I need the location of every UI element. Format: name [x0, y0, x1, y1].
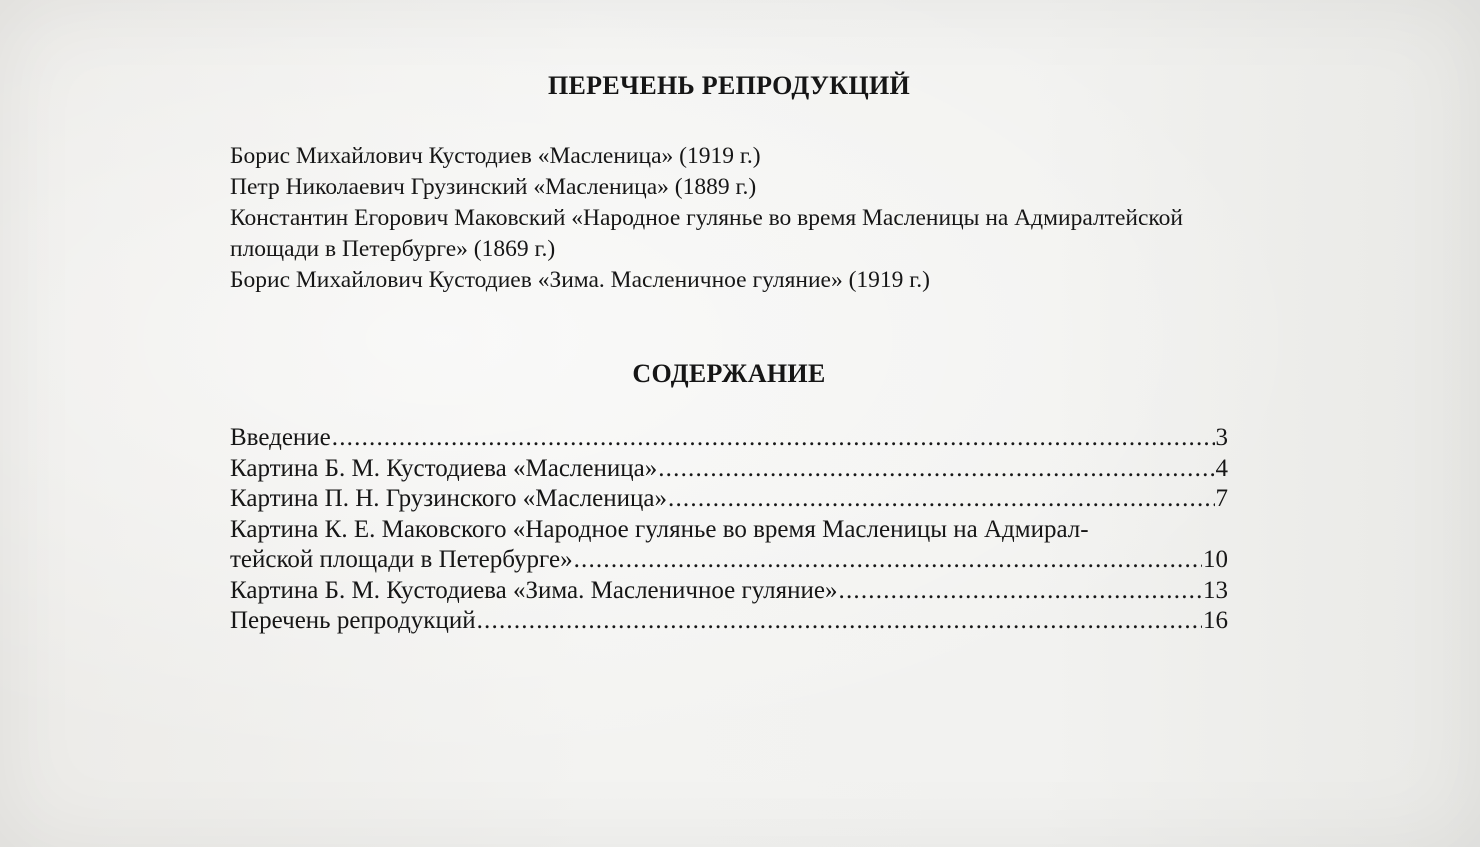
list-item: Константин Егорович Маковский «Народное гулянье во время Масленицы на Адмиралтейской площади в Петербурге» (1869 г.)	[230, 205, 1183, 262]
toc-entry-page: 16	[1203, 607, 1228, 634]
toc-entry-title: Картина Б. М. Кустодиева «Зима. Масленичное гуляние»	[230, 576, 838, 604]
toc-leader-dots	[332, 423, 1215, 454]
list-item: Борис Михайлович Кустодиев «Зима. Масленичное гуляние» (1919 г.)	[230, 267, 930, 293]
toc-entry-title: тейской площади в Петербурге»	[230, 546, 573, 573]
toc-entry	[230, 606, 1228, 637]
contents-heading: СОДЕРЖАНИЕ	[632, 359, 826, 388]
toc-leader-dots	[477, 606, 1202, 637]
toc-entry-title: Картина Б. М. Кустодиева «Масленица»	[230, 454, 658, 482]
toc-entry-page: 4	[1215, 454, 1228, 482]
list-item: Борис Михайлович Кустодиев «Масленица» (1919 г.)	[230, 143, 761, 169]
list-item: Петр Николаевич Грузинский «Масленица» (1889 г.)	[230, 174, 757, 200]
toc-entry	[230, 576, 1228, 607]
toc-leader-dots	[574, 545, 1202, 576]
toc-entry-title: Картина П. Н. Грузинского «Масленица»	[230, 485, 668, 512]
reproductions-heading: ПЕРЕЧЕНЬ РЕПРОДУКЦИЙ	[547, 71, 911, 100]
toc-entry-title: Перечень репродукций	[230, 607, 476, 634]
toc-entry	[230, 545, 1228, 576]
toc-entry-page: 10	[1203, 546, 1228, 573]
toc-entry-page: 7	[1215, 485, 1228, 512]
toc-entry-page: 13	[1203, 576, 1228, 604]
toc-entry-title-line: Картина К. Е. Маковского «Народное гулянье во время Масленицы на Адмирал-	[230, 515, 1089, 543]
toc-leader-dots	[658, 454, 1214, 485]
toc-entry	[230, 423, 1228, 454]
toc-entry-page: 3	[1215, 424, 1228, 451]
toc-leader-dots	[839, 576, 1203, 607]
toc-entry	[230, 484, 1228, 515]
reproductions-list	[230, 141, 1240, 296]
toc-entry	[230, 454, 1228, 485]
table-of-contents	[230, 423, 1228, 637]
toc-entry-title: Введение	[230, 424, 331, 451]
toc-leader-dots	[668, 484, 1214, 515]
